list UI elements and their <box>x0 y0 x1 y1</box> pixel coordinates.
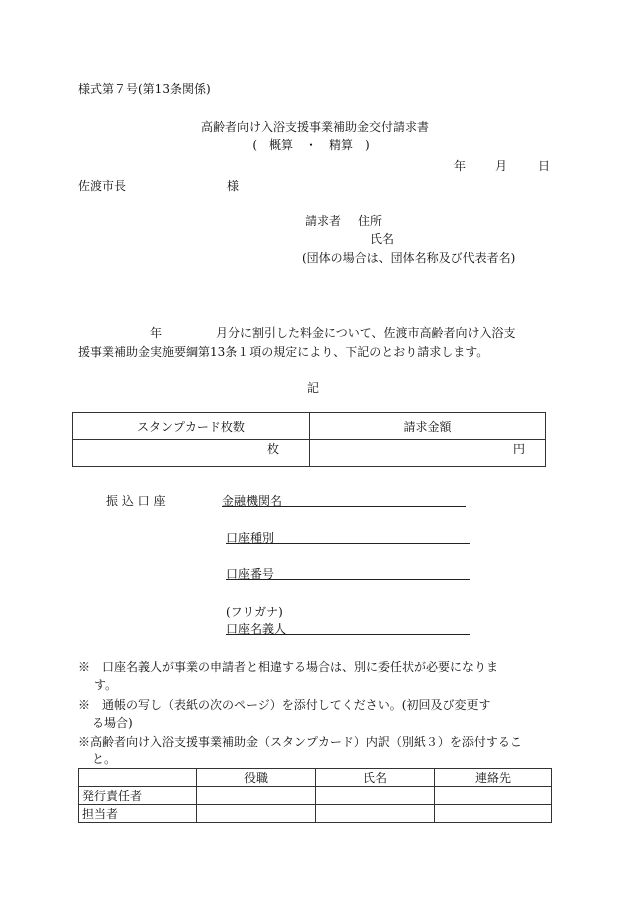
issuer-name-cell[interactable] <box>316 787 435 805</box>
body-line1: 月分に割引した料金について、佐渡市高齢者向け入浴支 <box>216 326 516 340</box>
form-subtitle: ( 概算 ・ 精算 ) <box>252 138 370 152</box>
date-month[interactable]: 月 <box>495 159 508 173</box>
claimant-label: 請求者 <box>305 214 342 228</box>
row-label-issuer: 発行責任者 <box>79 787 197 805</box>
date-day[interactable]: 日 <box>538 159 551 173</box>
stamp-count-cell[interactable]: 枚 <box>73 440 310 467</box>
note-2-line1: ※ 通帳の写し（表紙の次のページ）を添付してください。(初回及び変更す <box>78 698 491 712</box>
note-3-line1: ※高齢者向け入浴支援事業補助金（スタンプカード）内訳（別紙３）を添付するこ <box>78 735 522 749</box>
stamp-count-header: スタンプカード枚数 <box>73 413 310 440</box>
body-year[interactable]: 年 <box>150 326 163 340</box>
roles-header-position: 役職 <box>197 769 316 787</box>
ki-heading: 記 <box>307 381 320 395</box>
claimant-note: (団体の場合は、団体名称及び代表者名) <box>302 251 516 265</box>
account-number-field[interactable] <box>226 579 470 580</box>
row-label-person-in-charge: 担当者 <box>79 805 197 823</box>
amount-header: 請求金額 <box>310 413 546 440</box>
body-line2: 援事業補助金実施要綱第13条１項の規定により、下記のとおり請求します。 <box>78 345 489 359</box>
table-row <box>79 805 552 823</box>
roles-table <box>78 768 552 823</box>
issuer-position-cell[interactable] <box>197 787 316 805</box>
table-row <box>79 787 552 805</box>
claimant-address-label[interactable]: 住所 <box>358 214 383 228</box>
amount-table <box>72 412 546 467</box>
person-contact-cell[interactable] <box>435 805 552 823</box>
account-type-field[interactable] <box>226 543 470 544</box>
roles-header-name: 氏名 <box>316 769 435 787</box>
addressee-name: 佐渡市長 <box>78 179 127 193</box>
bank-institution-label: 金融機関名 <box>222 494 283 508</box>
note-1-line2: す。 <box>94 678 118 692</box>
roles-header-blank <box>79 769 197 787</box>
form-id: 様式第７号(第13条関係) <box>78 82 211 96</box>
roles-header-contact: 連絡先 <box>435 769 552 787</box>
furigana-label: (フリガナ) <box>226 605 283 619</box>
amount-cell[interactable]: 円 <box>310 440 546 467</box>
date-year[interactable]: 年 <box>454 159 467 173</box>
issuer-contact-cell[interactable] <box>435 787 552 805</box>
person-position-cell[interactable] <box>197 805 316 823</box>
account-holder-field[interactable] <box>226 634 470 635</box>
note-3-line2: と。 <box>92 752 117 766</box>
person-name-cell[interactable] <box>316 805 435 823</box>
bank-institution-field[interactable] <box>222 506 466 507</box>
bank-heading: 振 込 口 座 <box>106 494 166 508</box>
account-number-label: 口座番号 <box>226 567 275 581</box>
note-2-line2: る場合) <box>92 716 133 730</box>
form-title: 高齢者向け入浴支援事業補助金交付請求書 <box>200 120 429 134</box>
note-1-line1: ※ 口座名義人が事業の申請者と相違する場合は、別に委任状が必要になりま <box>78 660 499 674</box>
addressee-honorific: 様 <box>227 179 240 193</box>
claimant-name-label[interactable]: 氏名 <box>370 232 395 246</box>
account-holder-label: 口座名義人 <box>226 622 287 636</box>
account-type-label: 口座種別 <box>226 531 275 545</box>
